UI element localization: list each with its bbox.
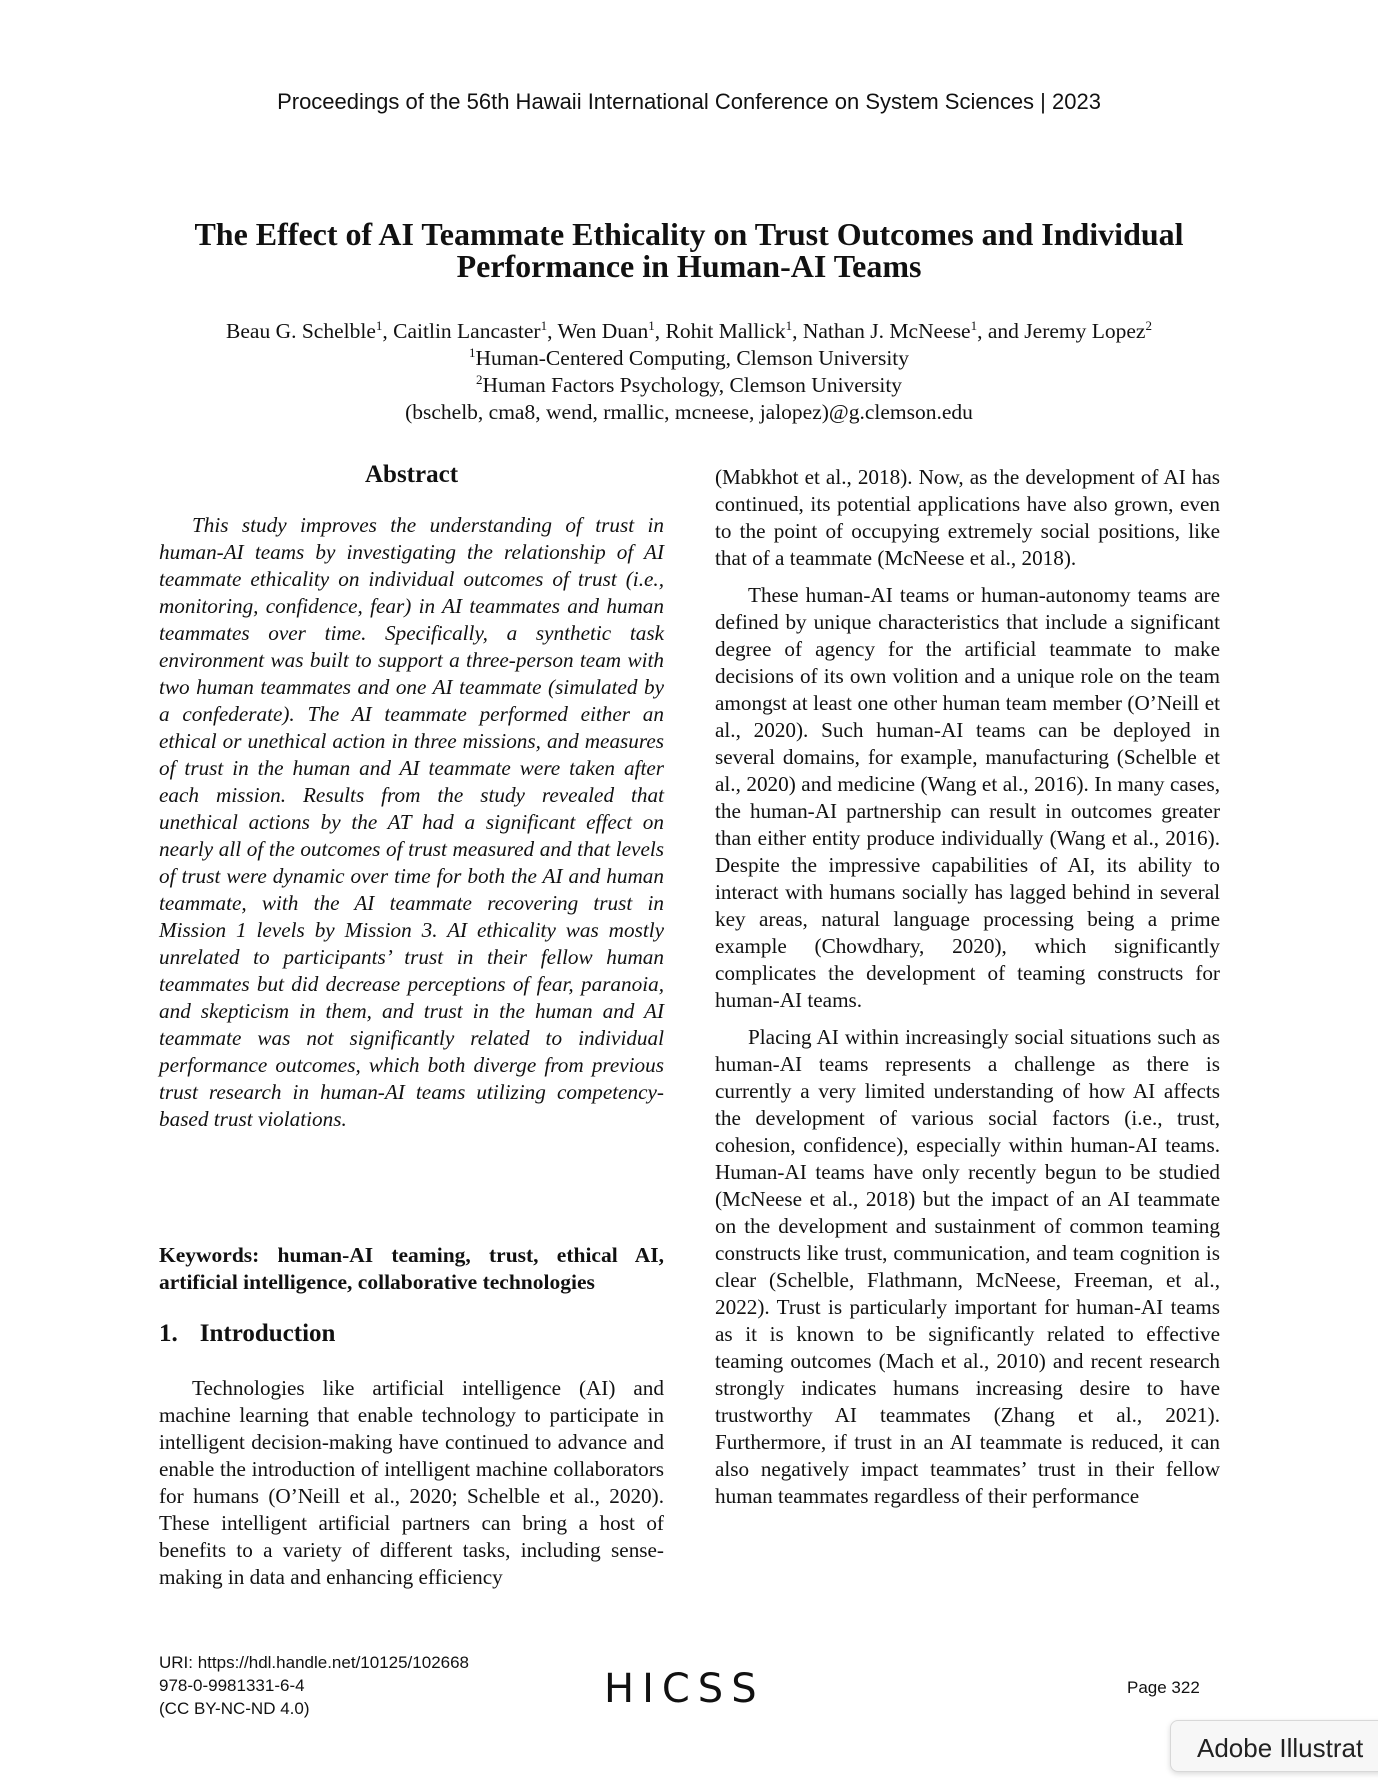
footer-license: (CC BY-NC-ND 4.0) bbox=[159, 1699, 310, 1718]
section-title: Introduction bbox=[199, 1320, 336, 1347]
affiliation-2: $^2$Human Factors Psychology, Clemson University bbox=[475, 372, 903, 397]
hicss-logo: HICSS bbox=[604, 1666, 765, 1712]
affiliation-1: $^1$Human-Centered Computing, Clemson University bbox=[468, 345, 910, 370]
author: Wen Duan$^1$, bbox=[557, 318, 666, 343]
author: Jeremy Lopez$^2$ bbox=[1024, 318, 1152, 343]
right-paragraph-3: Placing AI within increasingly social situations such as human-AI teams represents a challenge as there is currently a very limited understanding of how AI affects the development of various social factors (i.e., trust, cohesion, confidence), especially within human-AI teams. Human-AI teams have only recently begun to be studied (McNeese et al., 2018) but the impact of an AI teammate on the development and sustainment of common teaming constructs like trust, communication, and team cognition is clear (Schelble, Flathmann, McNeese, Freeman, et al., 2022). Trust is particularly important for human-AI teams as it is known to be significantly related to effective teaming outcomes (Mach et al., 2010) and recent research strongly indicates humans increasing desire to have trustworthy AI teammates (Zhang et al., 2021). Furthermore, if trust in an AI teammate is reduced, it can also negatively impact teammates’ trust in their fellow human teammates regardless of their performance bbox=[715, 1025, 1220, 1508]
abstract-section bbox=[159, 458, 664, 1133]
author-list bbox=[100, 318, 1278, 345]
title-line-2: Performance in Human-AI Teams bbox=[456, 248, 922, 284]
intro-paragraph-1: Technologies like artificial intelligence (AI) and machine learning that enable technology to participate in intelligent decision-making have continued to advance and enable the introduction of intelligent machine collaborators for humans (O’Neill et al., 2020; Schelble et al., 2020). These intelligent artificial partners can bring a host of benefits to a variety of different tasks, including sense-making in data and enhancing efficiency bbox=[159, 1376, 664, 1589]
abstract-heading: Abstract bbox=[364, 461, 459, 488]
author: Beau G. Schelble$^1$, bbox=[226, 318, 394, 343]
author: Caitlin Lancaster$^1$, bbox=[393, 318, 558, 343]
footer-isbn: 978-0-9981331-6-4 bbox=[159, 1676, 305, 1695]
app-tooltip[interactable]: Adobe Illustrat bbox=[1170, 1720, 1378, 1772]
proceedings-header: Proceedings of the 56th Hawaii International Conference on System Sciences | 2023 bbox=[277, 89, 1101, 114]
right-column bbox=[715, 464, 1220, 1520]
author-emails: (bschelb, cma8, wend, rmallic, mcneese, jalopez)@g.clemson.edu bbox=[405, 400, 973, 424]
title-line-1: The Effect of AI Teammate Ethicality on Trust Outcomes and Individual bbox=[194, 216, 1184, 252]
right-paragraph-2: These human-AI teams or human-autonomy teams are defined by unique characteristics that include a significant degree of agency for the artificial teammate to make decisions of its own volition and a unique role on the team amongst at least one other human team member (O’Neill et al., 2020). Such human-AI teams can be deployed in several domains, for example, manufacturing (Schelble et al., 2020) and medicine (Wang et al., 2016). In many cases, the human-AI partnership can result in outcomes greater than either entity produce individually (Wang et al., 2016). Despite the impressive capabilities of AI, its ability to interact with humans socially has lagged behind in several key areas, natural language processing being a prime example (Chowdhary, 2020), which significantly complicates the development of teaming constructs for human-AI teams. bbox=[715, 583, 1220, 1012]
footer-uri[interactable]: URI: https://hdl.handle.net/10125/102668 bbox=[159, 1653, 470, 1672]
right-paragraph-1: (Mabkhot et al., 2018). Now, as the development of AI has continued, its potential applications have also grown, even to the point of occupying extremely social positions, like that of a teammate (McNeese et al., 2018). bbox=[715, 465, 1220, 570]
section-number: 1. bbox=[159, 1320, 178, 1347]
author: Nathan J. McNeese$^1$, and bbox=[802, 318, 1025, 343]
author-block bbox=[100, 318, 1278, 426]
section-heading-introduction bbox=[159, 1317, 335, 1351]
footer-info bbox=[159, 1651, 469, 1720]
abstract-text: This study improves the understanding of trust in human-AI teams by investigating the relationship of AI teammate ethicality on individual outcomes of trust (i.e., monitoring, confidence, fear) in AI teammates and human teammates over time. Specifically, a synthetic task environment was built to support a three-person team with two human teammates and one AI teammate (simulated by a confederate). The AI teammate performed either an ethical or unethical action in three missions, and measures of trust in the human and AI teammate were taken after each mission. Results from the study revealed that unethical actions by the AT had a significant effect on nearly all of the outcomes of trust measured and that levels of trust were dynamic over time for both the AI and human teammate, with the AI teammate recovering trust in Mission 1 levels by Mission 3. AI ethicality was mostly unrelated to participants’ trust in their fellow human teammates but did decrease perceptions of fear, paranoia, and skepticism in them, and trust in the human and AI teammate was not significantly related to individual performance outcomes, which both diverge from previous trust research in human-AI teams utilizing competency-based trust violations. bbox=[159, 513, 664, 1131]
paper-title bbox=[150, 218, 1228, 282]
keywords: Keywords: human-AI teaming, trust, ethical AI, artificial intelligence, collaborative technologies bbox=[159, 1243, 664, 1294]
page-number: Page 322 bbox=[1127, 1678, 1200, 1697]
author: Rohit Mallick$^1$, bbox=[665, 318, 803, 343]
